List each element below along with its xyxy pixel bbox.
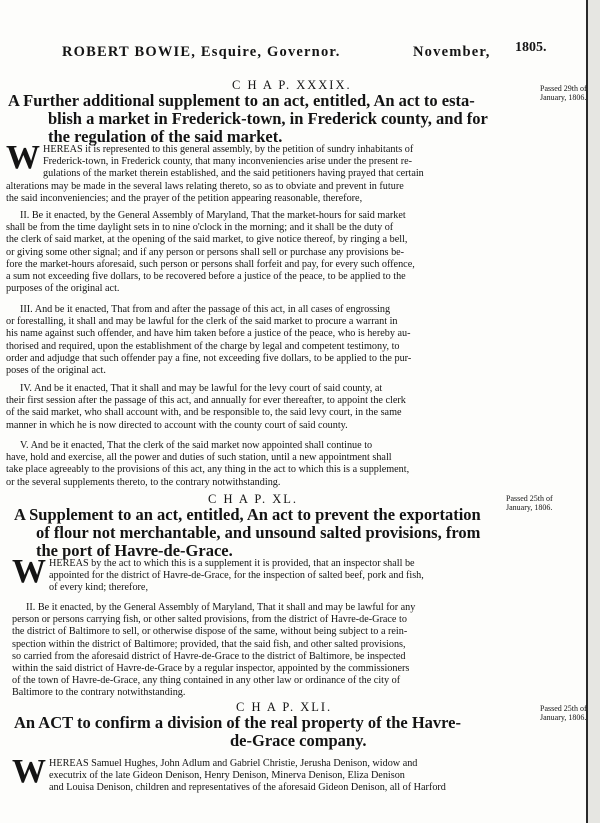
text-line: the said inconveniencies; and the prayer of the petition appearing reasonable, therefore,: [6, 192, 363, 204]
text-line: or the several supplements thereto, to the contrary notwithstanding.: [6, 476, 281, 488]
text-line: have, hold and exercise, all the power and duties of such station, until a new appointment shall: [6, 452, 392, 464]
chapter-41-heading: [14, 714, 538, 750]
text-line: IV. And be it enacted, That it shall and may be lawful for the levy court of said county, at: [20, 383, 383, 394]
text-line: their first session after the passage of this act, and annually for ever thereafter, to appoint the clerk: [6, 395, 406, 407]
heading-line: blish a market in Frederick-town, in Frederick county, and for: [48, 109, 488, 128]
header-year: 1805.: [515, 40, 547, 55]
text-line: within the said district of Havre-de-Grace by a regular inspector, appointed by the commissioners: [12, 663, 410, 675]
text-line: alterations may be made in the several laws relating thereto, so as to obviate and prevent in future: [6, 180, 404, 192]
text-line: Baltimore to the contrary notwithstanding.: [12, 687, 186, 699]
text-line: his name against such offender, and have him taken before a justice of the peace, who is hereby au-: [6, 328, 411, 340]
margin-note-line: January, 1806.: [506, 503, 553, 512]
chapter-39-number: C H A P. XXXIX.: [232, 78, 352, 92]
text-line: and Louisa Denison, children and representatives of the aforesaid Gideon Denison, all of Harford: [49, 782, 446, 794]
header-title: ROBERT BOWIE, Esquire, Governor.: [62, 44, 341, 60]
text-line: executrix of the late Gideon Denison, Henry Denison, Minerva Denison, Eliza Denison: [49, 770, 405, 782]
text-line: of the said market, who shall account with, and be responsible to, the said levy court, in the same: [6, 407, 402, 419]
text-line: II. Be it enacted, by the General Assembly of Maryland, That it shall and may be lawful for any: [26, 602, 416, 613]
text-line: of every kind; therefore,: [49, 582, 148, 594]
text-line: manner in which he is now directed to account with the county court of said county.: [6, 419, 348, 431]
chapter-39-margin-note: [540, 84, 587, 102]
drop-cap: W: [12, 553, 46, 590]
text-line: purposes of the original act.: [6, 283, 120, 295]
text-line: shall be from the time daylight sets in to nine o'clock in the morning; and it shall be the duty of: [6, 222, 394, 234]
text-line: take place agreeably to the provisions of this act, any thing in the act to which this is a supplement,: [6, 464, 410, 476]
heading-line: de-Grace company.: [230, 731, 367, 750]
chapter-40-preamble: [12, 553, 544, 595]
text-line: appointed for the district of Havre-de-Grace, for the inspection of salted beef, pork and fish,: [49, 570, 424, 582]
margin-note-line: January, 1806.: [540, 713, 587, 722]
chapter-40-number: C H A P. XL.: [208, 492, 298, 506]
text-line: person or persons carrying fish, or other salted provisions, from the district of Havre-de-Grace to: [12, 614, 407, 626]
chapter-39-preamble: [6, 139, 548, 205]
text-line: II. Be it enacted, by the General Assembly of Maryland, That the market-hours for said market: [20, 210, 406, 221]
text-line: Frederick-town, in Frederick county, that many inconveniencies arise under the present re-: [43, 156, 413, 168]
text-line: order and adjudge that such offender pay a fine, not exceeding five dollars, to be applied to the pur-: [6, 352, 412, 364]
header-month: November,: [413, 44, 491, 60]
heading-line: the port of Havre-de-Grace.: [36, 541, 233, 560]
text-line: or forestalling, it shall and may be lawful for the clerk of the said market to procure a warrant in: [6, 316, 398, 328]
margin-note-line: Passed 29th of: [540, 84, 587, 93]
chapter-39-heading: [8, 92, 538, 146]
text-line: so carried from the aforesaid district of Havre-de-Grace to the district of Baltimore, be inspected: [12, 650, 406, 662]
chapter-39-section-2: [6, 210, 548, 295]
heading-line: A Further additional supplement to an act, entitled, An act to esta-: [8, 91, 475, 110]
text-line: HEREAS Samuel Hughes, John Adlum and Gabriel Christie, Jerusha Denison, widow and: [49, 758, 418, 769]
text-line: HEREAS it is represented to this general assembly, by the petition of sundry inhabitants of: [43, 144, 414, 155]
text-line: of the town of Havre-de-Grace, any thing contained in any other law or ordinance of the city of: [12, 675, 401, 687]
text-line: the district of Baltimore to sell, or otherwise dispose of the same, without being subject to a rein-: [12, 626, 408, 638]
chapter-40-section-2: [12, 602, 544, 700]
chapter-41-preamble: [12, 753, 548, 795]
text-line: gulations of the market therein established, and the said petitioners having prayed that certain: [43, 168, 424, 180]
running-header: [0, 40, 600, 70]
chapter-39-section-5: [6, 440, 548, 489]
drop-cap: W: [6, 139, 40, 176]
heading-line: An ACT to confirm a division of the real property of the Havre-: [14, 713, 461, 732]
chapter-39-section-4: [6, 383, 548, 432]
text-line: a sum not exceeding five dollars, to be recovered before a justice of the peace, to be applied to the: [6, 271, 406, 283]
heading-line: the regulation of the said market.: [48, 127, 283, 146]
drop-cap: W: [12, 753, 46, 790]
text-line: III. And be it enacted, That from and after the passage of this act, in all cases of engrossing: [20, 304, 391, 315]
text-line: HEREAS by the act to which this is a supplement it is provided, that an inspector shall be: [49, 558, 415, 569]
text-line: thorised and required, upon the establishment of the charge by legal and competent testimony, to: [6, 340, 400, 352]
heading-line: of flour not merchantable, and unsound salted provisions, from: [36, 523, 481, 542]
chapter-40-heading: [14, 506, 504, 560]
chapter-41-number: C H A P. XLI.: [236, 700, 333, 714]
text-line: fore the market-hours aforesaid, such person or persons shall forfeit and pay, for every such offence,: [6, 258, 415, 270]
text-line: poses of the original act.: [6, 365, 106, 377]
chapter-39-section-3: [6, 304, 548, 377]
margin-note-line: January, 1806.: [540, 93, 587, 102]
chapter-41-margin-note: [540, 704, 587, 722]
heading-line: A Supplement to an act, entitled, An act to prevent the exportation: [14, 505, 481, 524]
chapter-40-margin-note: [506, 494, 553, 512]
text-line: the clerk of said market, at the opening of the said market, to give notice thereof, by ringing a bell,: [6, 234, 408, 246]
text-line: or giving some other signal; and if any person or persons shall sell or purchase any provisions be-: [6, 246, 405, 258]
scan-edge: [586, 0, 600, 823]
margin-note-line: Passed 25th of: [540, 704, 587, 713]
text-line: spection within the district of Baltimore; provided, that the said fish, and other salted provisions,: [12, 638, 406, 650]
text-line: V. And be it enacted, That the clerk of the said market now appointed shall continue to: [20, 440, 373, 451]
margin-note-line: Passed 25th of: [506, 494, 553, 503]
